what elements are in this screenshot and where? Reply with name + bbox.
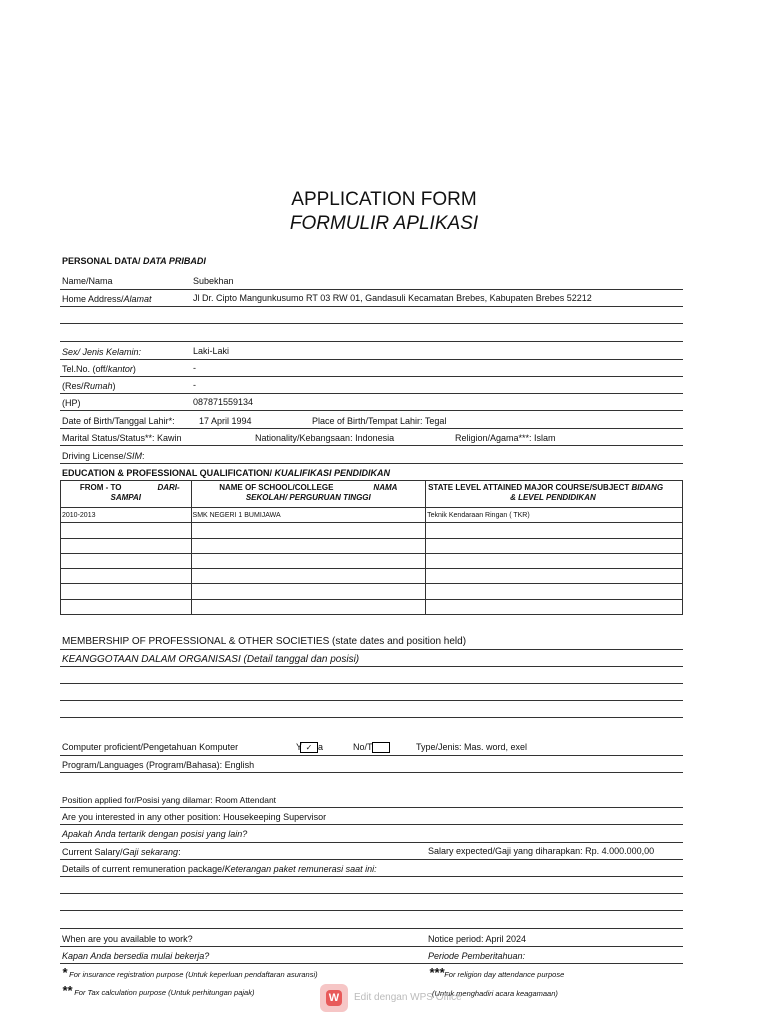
col1-line-b: DARI-: [157, 483, 180, 492]
notice-period: Notice period: April 2024: [428, 934, 527, 944]
divider: [60, 859, 683, 860]
divider: [60, 410, 683, 411]
divider: [60, 666, 683, 667]
divider: [60, 717, 683, 718]
computer-yes-suffix: a: [318, 742, 324, 752]
computer-no-label: No/T: [353, 742, 373, 752]
column-header-school: [191, 481, 426, 508]
table-row: [61, 538, 683, 553]
availability-question: When are you available to work?: [62, 934, 193, 944]
tel-value: -: [193, 363, 196, 373]
tel-label-end: ): [132, 364, 136, 374]
education-heading: [62, 468, 390, 479]
marital-status: Marital Status/Status**: Kawin: [62, 433, 182, 443]
religion: Religion/Agama***: Islam: [455, 433, 556, 443]
column-header-level: [426, 481, 683, 508]
divider: [60, 876, 683, 877]
remuneration-label-italic: Keterangan paket remunerasi saat ini:: [224, 864, 377, 874]
driving-label-italic: SIM: [126, 451, 143, 461]
table-cell-school: [191, 553, 426, 568]
table-cell-school: [191, 599, 426, 614]
computer-no-checkbox[interactable]: [372, 742, 390, 753]
divider: [60, 359, 683, 360]
address-label-text: Home Address/: [62, 294, 124, 304]
divider: [60, 842, 683, 843]
table-cell-period: [61, 553, 192, 568]
col3-line-a: STATE LEVEL ATTAINED MAJOR COURSE/SUBJECT: [428, 483, 632, 492]
footnote-insurance: [62, 967, 318, 980]
name-label: Name/Nama: [62, 276, 113, 286]
res-value: -: [193, 380, 196, 390]
table-cell-period: [61, 599, 192, 614]
res-label-italic: Rumah: [83, 381, 113, 391]
res-label-end: ): [112, 381, 116, 391]
hp-value: 087871559134: [193, 397, 254, 407]
divider: [60, 928, 683, 929]
sex-label: Sex/ Jenis Kelamin:: [62, 347, 142, 357]
footnote-religion-indonesian: (Untuk menghadiri acara keagamaan): [432, 989, 558, 998]
personal-heading-italic: DATA PRIBADI: [140, 256, 206, 266]
table-cell-level: [426, 523, 683, 538]
computer-yes-checkbox[interactable]: ✓: [300, 742, 318, 753]
other-position: Are you interested in any other position: Housekeeping Supervisor: [62, 812, 327, 822]
table-row: [61, 553, 683, 568]
footnote-star: *: [62, 965, 68, 980]
divider: [60, 445, 683, 446]
res-label: [62, 381, 116, 392]
divider: [60, 683, 683, 684]
col1-line-a: FROM - TO: [79, 483, 122, 492]
place-of-birth: Place of Birth/Tempat Lahir: Tegal: [312, 416, 447, 426]
table-cell-level: [426, 553, 683, 568]
footnote-insurance-text: For insurance registration purpose (Untuk keperluan pendaftaran asuransi): [69, 970, 318, 979]
divider: [60, 963, 683, 964]
table-cell-level: Teknik Kendaraan Ringan ( TKR): [426, 508, 683, 523]
footnote-religion: [429, 967, 564, 980]
driving-label-text: Driving License/: [62, 451, 127, 461]
divider: [60, 289, 683, 290]
salary-label-text: Current Salary/: [62, 847, 123, 857]
footnote-star: **: [62, 983, 73, 998]
hp-label: (HP): [62, 398, 81, 408]
table-cell-school: SMK NEGERI 1 BUMIJAWA: [191, 508, 426, 523]
divider: [60, 393, 683, 394]
table-row: [61, 569, 683, 584]
table-cell-level: [426, 599, 683, 614]
form-title-indonesian: FORMULIR APLIKASI: [289, 213, 479, 234]
divider: [60, 910, 683, 911]
salary-expected: Salary expected/Gaji yang diharapkan: Rp. 4.000.000,00: [428, 846, 655, 856]
table-row: [61, 584, 683, 599]
table-cell-period: 2010-2013: [61, 508, 192, 523]
other-position-indonesian: Apakah Anda tertarik dengan posisi yang lain?: [62, 829, 248, 839]
table-cell-period: [61, 538, 192, 553]
table-cell-level: [426, 584, 683, 599]
col1-line-c: SAMPAI: [110, 493, 142, 502]
table-row: [61, 599, 683, 614]
address-label: [62, 294, 152, 305]
address-label-italic: Alamat: [123, 294, 152, 304]
tel-label-italic: kantor: [107, 364, 133, 374]
divider: [60, 824, 683, 825]
divider: [60, 893, 683, 894]
divider: [60, 323, 683, 324]
table-cell-period: [61, 523, 192, 538]
personal-heading-text: PERSONAL DATA/: [62, 256, 141, 266]
membership-heading-indonesian: KEANGGOTAAN DALAM ORGANISASI (Detail tanggal dan posisi): [62, 654, 360, 665]
education-heading-text: EDUCATION & PROFESSIONAL QUALIFICATION/: [62, 468, 273, 478]
sex-value: Laki-Laki: [193, 346, 230, 356]
table-cell-level: [426, 538, 683, 553]
table-cell-school: [191, 569, 426, 584]
tel-label: [62, 364, 136, 375]
column-header-from-to: [61, 481, 192, 508]
nationality: Nationality/Kebangsaan: Indonesia: [255, 433, 395, 443]
driving-license-label: [62, 451, 145, 462]
form-title: APPLICATION FORM: [291, 189, 477, 210]
divider: [60, 649, 683, 650]
name-value: Subekhan: [193, 276, 234, 286]
col2-line-b: NAMA: [373, 483, 398, 492]
wps-logo-icon[interactable]: [320, 984, 348, 1012]
divider: [60, 772, 683, 773]
driving-label-end: :: [142, 451, 145, 461]
col2-line-a: NAME OF SCHOOL/COLLEGE: [219, 483, 334, 492]
program-languages: Program/Languages (Program/Bahasa): English: [62, 760, 255, 770]
table-row: [61, 523, 683, 538]
divider: [60, 463, 683, 464]
education-heading-italic: KUALIFIKASI PENDIDIKAN: [272, 468, 391, 478]
computer-label: Computer proficient/Pengetahuan Komputer: [62, 742, 239, 752]
salary-label-italic: Gaji sekarang: [122, 847, 179, 857]
remuneration-label: [62, 864, 377, 875]
footnote-star: ***: [429, 965, 445, 980]
footnote-tax: [62, 985, 254, 998]
computer-yes-prefix: Y: [296, 742, 303, 752]
wps-edit-link[interactable]: Edit dengan WPS Office: [354, 992, 462, 1003]
wps-logo-mark: W: [326, 990, 342, 1006]
position-applied: Position applied for/Posisi yang dilamar: Room Attendant: [62, 795, 277, 805]
divider: [60, 700, 683, 701]
current-salary-label: [62, 847, 181, 858]
divider: [60, 807, 683, 808]
footnote-tax-text: For Tax calculation purpose (Untuk perhitungan pajak): [74, 988, 255, 997]
notice-period-indonesian: Periode Pemberitahuan:: [428, 951, 526, 961]
address-value: Jl Dr. Cipto Mangunkusumo RT 03 RW 01, Gandasuli Kecamatan Brebes, Kabupaten Brebes 52212: [193, 293, 592, 303]
divider: [60, 428, 683, 429]
table-row: [61, 508, 683, 523]
col2-line-c: SEKOLAH/ PERGURUAN TINGGI: [245, 493, 371, 502]
res-label-text: (Res/: [62, 381, 84, 391]
divider: [60, 341, 683, 342]
table-cell-level: [426, 569, 683, 584]
education-table-header: [61, 481, 683, 508]
remuneration-label-text: Details of current remuneration package/: [62, 864, 225, 874]
divider: [60, 306, 683, 307]
col3-line-b: BIDANG: [631, 483, 664, 492]
table-cell-school: [191, 584, 426, 599]
salary-label-end: :: [178, 847, 181, 857]
computer-type: Type/Jenis: Mas. word, exel: [416, 742, 528, 752]
divider: [60, 946, 683, 947]
footnote-religion-text: For religion day attendance purpose: [444, 970, 565, 979]
dob-label: Date of Birth/Tanggal Lahir*:: [62, 416, 175, 426]
col3-line-c: & LEVEL PENDIDIKAN: [510, 493, 596, 502]
education-table: [60, 480, 683, 615]
table-cell-period: [61, 584, 192, 599]
divider: [60, 755, 683, 756]
table-cell-school: [191, 523, 426, 538]
table-cell-school: [191, 538, 426, 553]
divider: [60, 376, 683, 377]
tel-label-text: Tel.No. (off/: [62, 364, 108, 374]
personal-data-heading: [62, 256, 206, 267]
dob-value: 17 April 1994: [199, 416, 252, 426]
table-cell-period: [61, 569, 192, 584]
membership-heading: MEMBERSHIP OF PROFESSIONAL & OTHER SOCIETIES (state dates and position held): [62, 636, 467, 647]
availability-question-indonesian: Kapan Anda bersedia mulai bekerja?: [62, 951, 210, 961]
